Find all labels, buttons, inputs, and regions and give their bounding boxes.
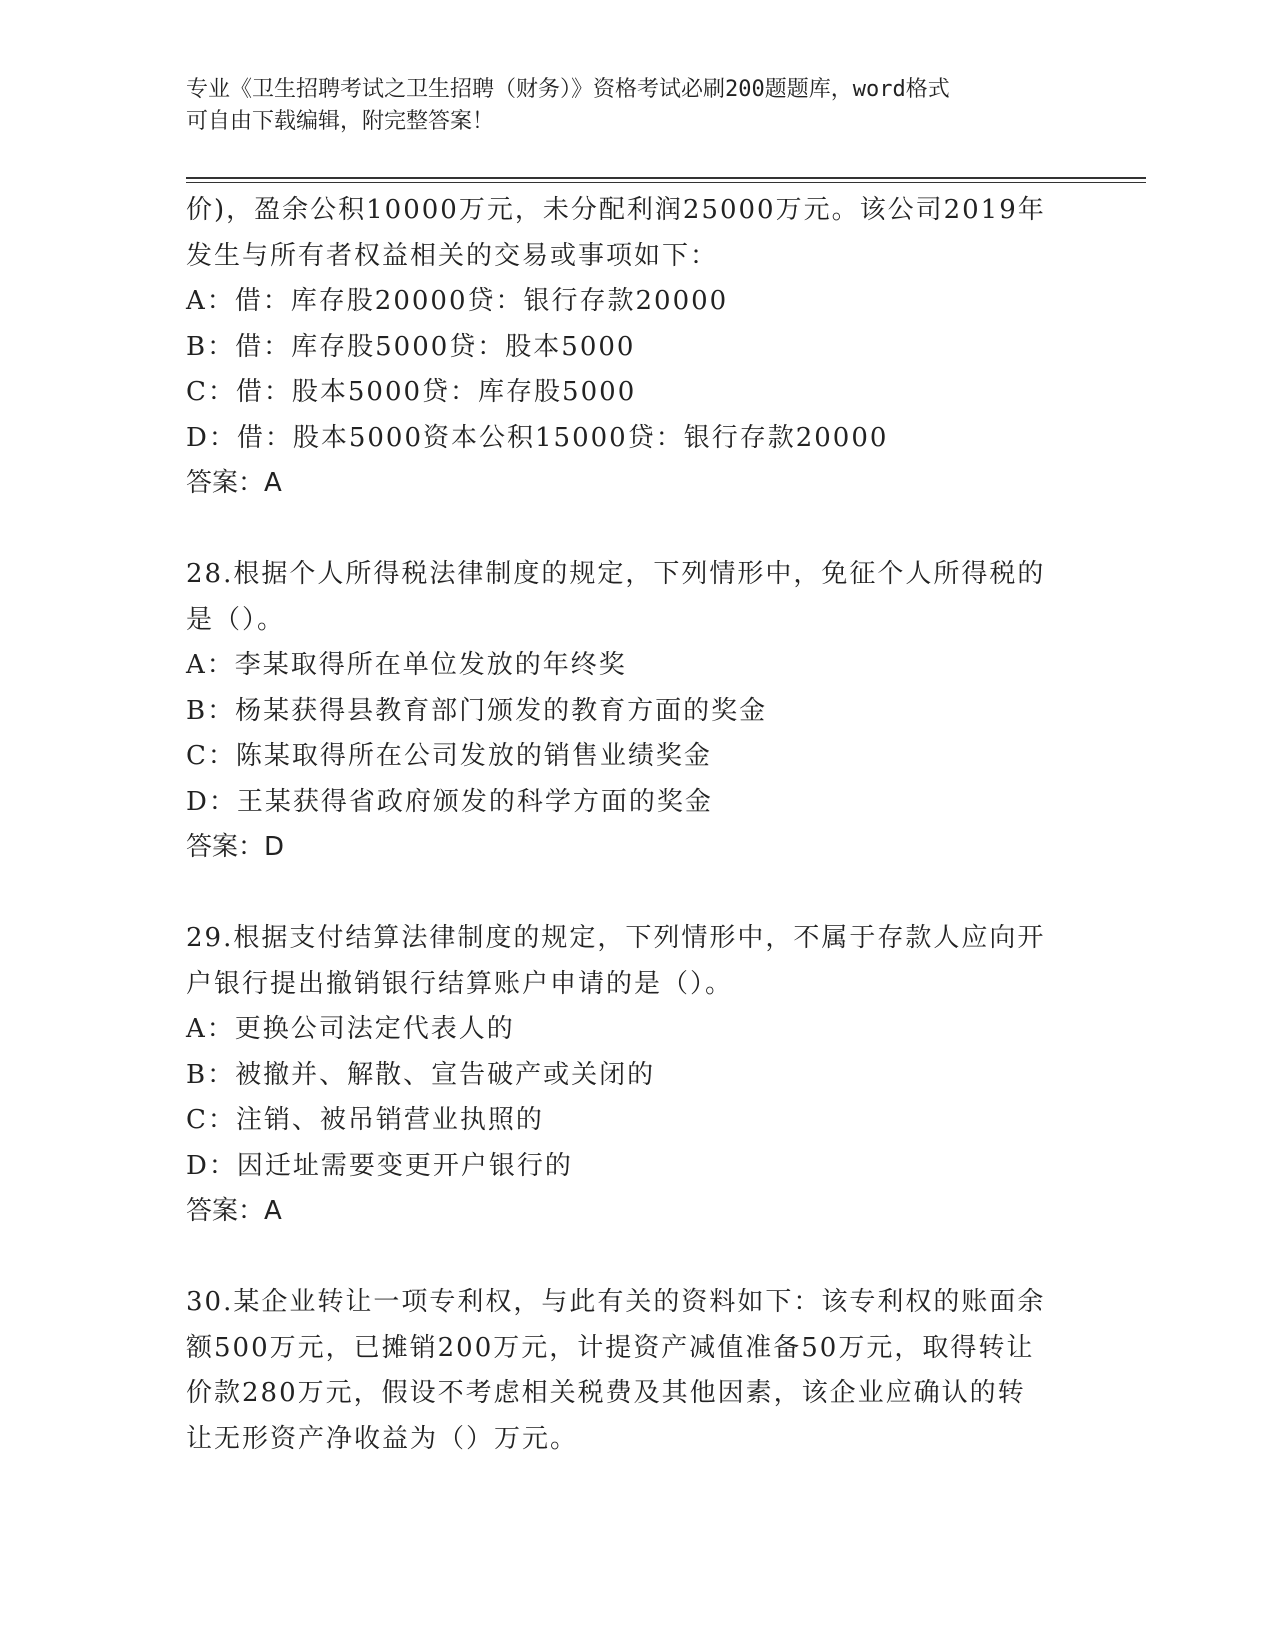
question-29-option-d: D：因迁址需要变更开户银行的 [186,1150,573,1181]
question-28-option-a: A：李某取得所在单位发放的年终奖 [186,650,627,680]
question-28-text-line: 是（）。 [186,604,286,635]
question-28-option-c: C：陈某取得所在公司发放的销售业绩奖金 [186,741,712,771]
question-30-block [186,1280,1086,1462]
question-content [186,188,1086,1462]
question-27-text-line: 价)，盈余公积10000万元，未分配利润25000万元。该公司2019年 [186,195,1046,225]
question-29-answer: 答案：A [186,1196,282,1226]
question-29-text-line: 29.根据支付结算法律制度的规定，下列情形中，不属于存款人应向开 [186,923,1046,953]
spacer [186,1235,1086,1281]
question-30-text-line: 价款280万元，假设不考虑相关税费及其他因素，该企业应确认的转 [186,1378,1026,1408]
question-30-text-line: 额500万元，已摊销200万元，计提资产减值准备50万元，取得转让 [186,1332,1035,1363]
question-29-option-a: A：更换公司法定代表人的 [186,1014,515,1044]
question-27-option-c: C：借：股本5000贷：库存股5000 [186,377,637,407]
question-28-answer: 答案：D [186,832,285,862]
question-27-option-a: A：借：库存股20000贷：银行存款20000 [186,286,729,316]
question-27-text-line: 发生与所有者权益相关的交易或事项如下： [186,240,719,271]
question-27-block [186,188,1086,507]
question-29-block [186,916,1086,1235]
question-28-option-b: B：杨某获得县教育部门颁发的教育方面的奖金 [186,695,768,726]
question-30-text-line: 让无形资产净收益为（）万元。 [186,1423,579,1454]
header-divider-thin [186,182,1146,183]
header-divider-thick [186,177,1146,179]
question-27-option-b: B：借：库存股5000贷：股本5000 [186,331,636,362]
question-27-answer: 答案：A [186,468,282,498]
question-28-text-line: 28.根据个人所得税法律制度的规定，下列情形中，免征个人所得税的 [186,559,1046,589]
page-header [186,74,1066,138]
spacer [186,871,1086,917]
header-title-line-2: 可自由下载编辑，附完整答案！ [186,109,495,134]
spacer [186,507,1086,553]
question-28-option-d: D：王某获得省政府颁发的科学方面的奖金 [186,786,713,817]
question-30-text-line: 30.某企业转让一项专利权，与此有关的资料如下：该专利权的账面余 [186,1287,1046,1317]
question-28-block [186,552,1086,871]
question-29-option-c: C：注销、被吊销营业执照的 [186,1105,544,1135]
question-27-option-d: D：借：股本5000资本公积15000贷：银行存款20000 [186,422,889,453]
header-title-line-1: 专业《卫生招聘考试之卫生招聘（财务）》资格考试必刷200题题库，word格式 [186,77,950,102]
question-29-option-b: B：被撤并、解散、宣告破产或关闭的 [186,1059,656,1090]
question-29-text-line: 户银行提出撤销银行结算账户申请的是（）。 [186,968,734,999]
